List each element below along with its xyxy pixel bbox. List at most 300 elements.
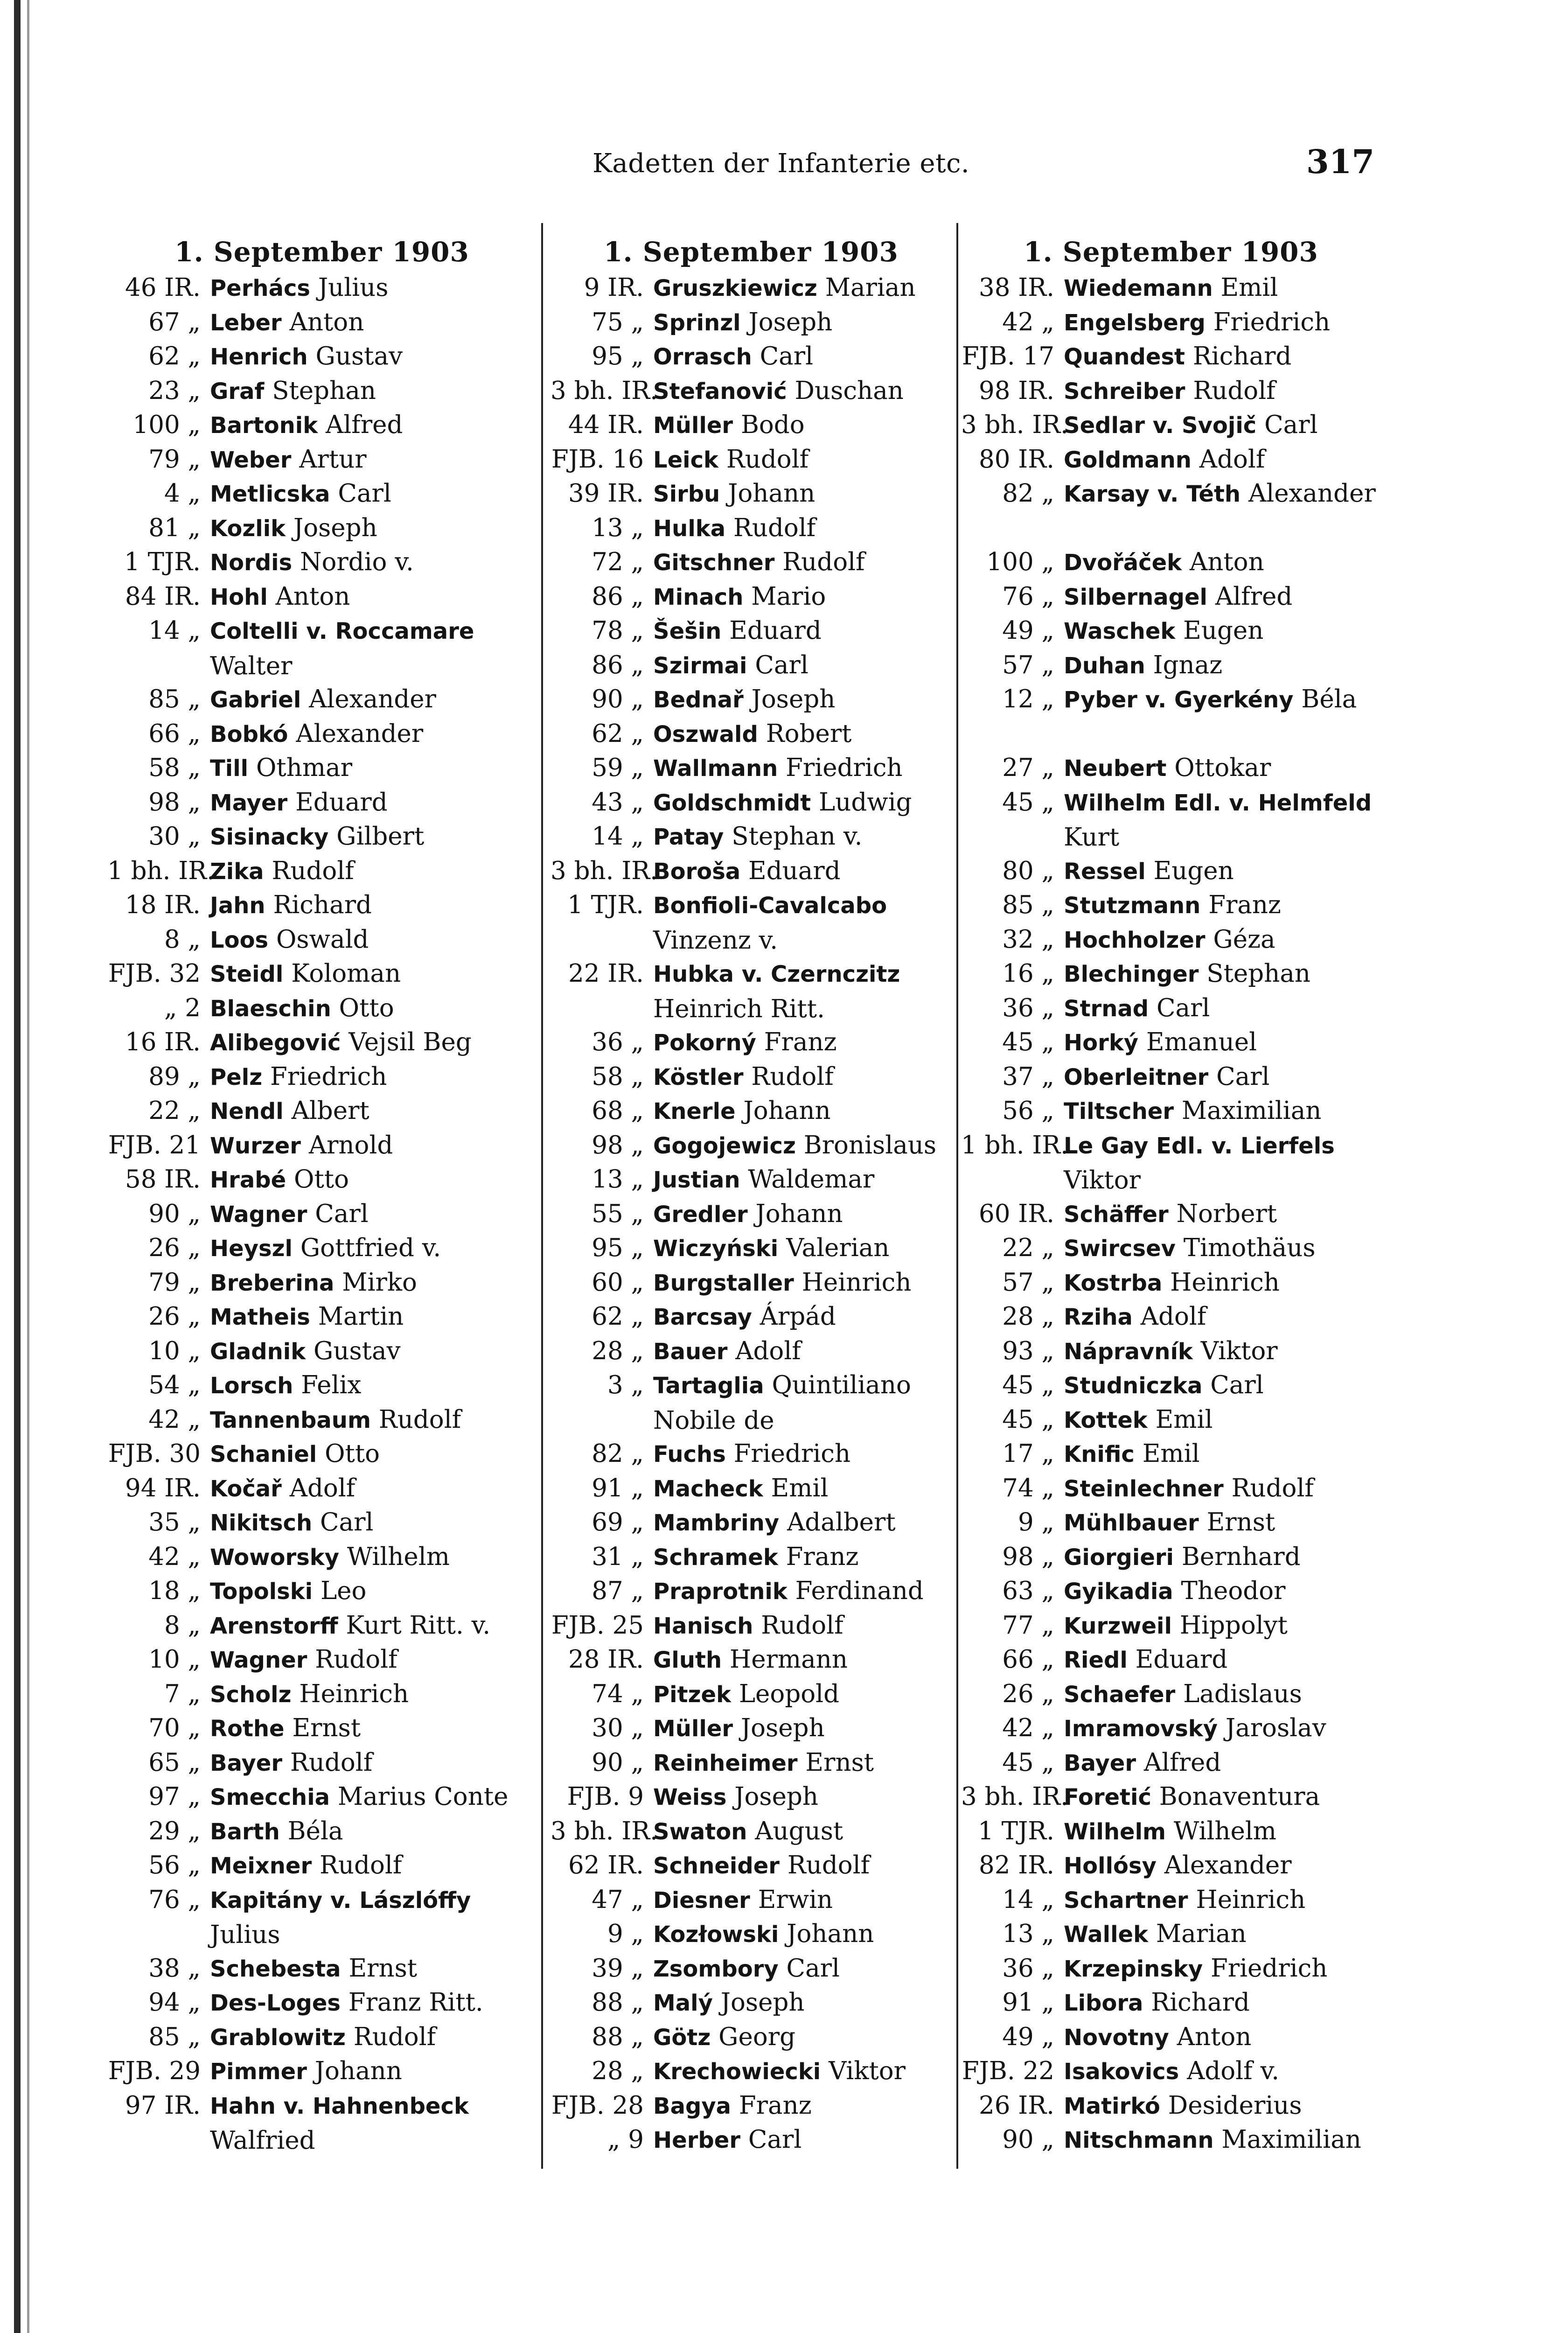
given-name: Wilhelm — [347, 1542, 450, 1571]
unit-reference: 46 IR. — [125, 273, 201, 302]
list-item — [961, 785, 1381, 854]
given-name: Julius — [318, 273, 389, 302]
cadet-name — [210, 1197, 537, 1232]
unit-reference: 32 „ — [1002, 925, 1054, 954]
unit-reference: 3 bh. IR. — [551, 376, 658, 405]
surname: Bayer — [210, 1750, 283, 1776]
list-item — [961, 271, 1381, 305]
cadet-name — [210, 991, 537, 1027]
list-item — [551, 580, 952, 614]
cadet-name — [1064, 1574, 1381, 1609]
surname: Knerle — [653, 1098, 736, 1125]
cadet-name — [1064, 1677, 1381, 1712]
list-item — [961, 922, 1381, 957]
given-name: Anton — [1177, 2022, 1252, 2051]
cadet-name — [653, 2020, 952, 2055]
given-name: Alexander — [309, 685, 436, 713]
unit-reference: 38 IR. — [979, 273, 1054, 302]
cadet-name — [210, 1162, 537, 1198]
surname: Götz — [653, 2024, 711, 2051]
given-name: Anton — [1189, 548, 1264, 576]
cadet-name — [210, 1471, 537, 1507]
given-name: Bodo — [740, 411, 805, 439]
surname: Duhan — [1064, 652, 1145, 679]
list-item — [107, 751, 537, 785]
given-name: Georg — [718, 2022, 795, 2051]
given-name: Gilbert — [336, 822, 425, 851]
unit-reference: FJB. 21 — [108, 1131, 201, 1160]
cadet-name — [653, 682, 952, 718]
surname: Des-Loges — [210, 1990, 341, 2016]
unit-reference: 72 „ — [592, 548, 644, 576]
surname: Till — [210, 755, 249, 782]
given-name: Friedrich — [733, 1439, 851, 1468]
unit-reference: 18 „ — [148, 1577, 201, 1605]
list-item — [551, 1814, 952, 1849]
surname: Hubka v. Czernczitz — [653, 961, 900, 987]
cadet-name — [210, 751, 537, 786]
list-item — [961, 545, 1381, 580]
unit-reference: 90 „ — [148, 1199, 201, 1228]
unit-reference: 4 „ — [164, 479, 201, 508]
list-item — [961, 1985, 1381, 2020]
unit-reference: 57 „ — [1002, 1268, 1054, 1297]
surname: Minach — [653, 584, 744, 610]
unit-reference: 87 „ — [592, 1577, 644, 1605]
list-item — [551, 751, 952, 785]
unit-reference: 77 „ — [1002, 1611, 1054, 1640]
cadet-name — [653, 476, 952, 512]
given-name: Hippolyt — [1179, 1611, 1288, 1640]
cadet-name — [1064, 374, 1381, 409]
cadet-name — [210, 1128, 537, 1164]
list-item — [961, 1368, 1381, 1403]
surname: Coltelli v. Roccamare — [210, 618, 474, 644]
list-item — [107, 374, 537, 408]
list-item — [107, 957, 537, 991]
surname: Wiedemann — [1064, 275, 1213, 301]
unit-reference: 79 „ — [148, 1268, 201, 1297]
cadet-name — [210, 1677, 537, 1712]
list-item — [107, 785, 537, 820]
cadet-name — [1064, 476, 1381, 512]
unit-reference: 1 bh. IR. — [107, 856, 215, 885]
surname: Steinlechner — [1064, 1475, 1224, 1502]
cadet-name — [210, 476, 537, 512]
given-name: Johann — [314, 2057, 402, 2085]
given-name: Béla — [1301, 685, 1357, 713]
list-item — [551, 2123, 952, 2157]
cadet-name — [653, 339, 952, 375]
list-item — [551, 1437, 952, 1471]
unit-reference: 31 „ — [592, 1542, 644, 1571]
surname: Gitschner — [653, 550, 775, 576]
list-item — [551, 1094, 952, 1128]
unit-reference: 22 IR. — [568, 959, 644, 988]
cadet-name — [653, 1608, 952, 1644]
list-item — [551, 1471, 952, 1506]
unit-reference: 45 „ — [1002, 1405, 1054, 1434]
given-name: Otto — [294, 1165, 349, 1194]
surname: Giorgieri — [1064, 1544, 1174, 1571]
list-item — [961, 1848, 1381, 1883]
cadet-name — [210, 1642, 537, 1678]
list-item — [551, 545, 952, 580]
list-item — [961, 1197, 1381, 1231]
list-item — [961, 1505, 1381, 1540]
given-name: Ludwig — [819, 788, 912, 817]
cadet-name — [653, 1231, 952, 1266]
list-item — [551, 1334, 952, 1369]
unit-reference: 1 TJR. — [978, 1816, 1054, 1845]
given-name: Alexander — [296, 719, 424, 748]
cadet-name — [1064, 1985, 1381, 2021]
cadet-name — [653, 1437, 952, 1472]
cadet-name — [1064, 1128, 1381, 1198]
surname: Macheck — [653, 1475, 763, 1502]
given-name: Jaroslav — [1225, 1714, 1326, 1742]
unit-reference: 100 „ — [132, 411, 201, 439]
list-item — [107, 2020, 537, 2054]
surname: Barth — [210, 1818, 280, 1845]
given-name: Ladislaus — [1183, 1679, 1302, 1708]
list-item — [961, 442, 1381, 477]
unit-reference: FJB. 29 — [108, 2057, 201, 2085]
surname: Foretić — [1064, 1784, 1151, 1810]
surname: Wiczyński — [653, 1236, 779, 1262]
unit-reference: 85 „ — [148, 2022, 201, 2051]
unit-reference: FJB. 9 — [567, 1782, 644, 1811]
surname: Müller — [653, 1716, 733, 1742]
surname: Bednař — [653, 687, 744, 713]
cadet-name — [653, 1540, 952, 1575]
list-item — [551, 1746, 952, 1780]
surname: Stefanović — [653, 378, 787, 405]
cadet-name — [653, 1917, 952, 1952]
cadet-name — [210, 2089, 537, 2158]
surname: Leber — [210, 309, 282, 336]
cadet-name — [210, 614, 537, 683]
surname: Loos — [210, 927, 269, 953]
cadet-name — [210, 374, 537, 409]
given-name: Heinrich Ritt. — [653, 994, 825, 1023]
page-number: 317 — [1306, 142, 1375, 181]
list-item — [961, 1128, 1381, 1197]
list-item — [107, 545, 537, 580]
given-name: Rudolf — [1193, 376, 1275, 405]
cadet-name — [1064, 1780, 1381, 1815]
given-name: Richard — [273, 891, 372, 919]
cadet-name — [1064, 1505, 1381, 1541]
list-item — [551, 1128, 952, 1163]
surname: Neubert — [1064, 755, 1167, 782]
cadet-name — [1064, 682, 1381, 718]
list-item — [961, 1780, 1381, 1814]
cadet-name — [1064, 854, 1381, 889]
list-item — [961, 1094, 1381, 1128]
list-item — [961, 648, 1381, 683]
surname: Wallek — [1064, 1921, 1149, 1948]
surname: Rothe — [210, 1716, 285, 1742]
surname: Jahn — [210, 893, 265, 919]
cadet-name — [653, 511, 952, 546]
given-name: Bernhard — [1181, 1542, 1301, 1571]
surname: Schaefer — [1064, 1681, 1176, 1708]
surname: Schaniel — [210, 1441, 317, 1467]
surname: Gogojewicz — [653, 1132, 796, 1159]
unit-reference: 66 „ — [148, 719, 201, 748]
surname: Pyber v. Gyerkény — [1064, 687, 1294, 713]
surname: Schartner — [1064, 1887, 1188, 1914]
surname: Matheis — [210, 1304, 310, 1330]
unit-reference: 43 „ — [592, 788, 644, 817]
unit-reference: 9 „ — [1017, 1508, 1054, 1537]
list-item — [107, 408, 537, 442]
cadet-name — [1064, 1094, 1381, 1129]
cadet-name — [653, 1711, 952, 1746]
surname: Heyszl — [210, 1236, 293, 1262]
given-name: Franz — [786, 1542, 859, 1571]
given-name: Joseph — [293, 513, 377, 542]
given-name: Othmar — [256, 754, 353, 782]
page-binding-shadow — [27, 0, 29, 2333]
given-name: Franz Ritt. — [348, 1988, 483, 2017]
unit-reference: 44 IR. — [568, 411, 644, 439]
cadet-name — [1064, 1540, 1381, 1575]
list-item — [551, 648, 952, 683]
surname: Schebesta — [210, 1956, 341, 1982]
cadet-name — [1064, 545, 1381, 580]
cadet-name — [210, 545, 537, 580]
cadet-name — [210, 1746, 537, 1781]
surname: Hochholzer — [1064, 927, 1206, 953]
list-item — [961, 1025, 1381, 1060]
unit-reference: 86 „ — [592, 650, 644, 679]
surname: Zsombory — [653, 1956, 779, 1982]
cadet-name — [210, 1780, 537, 1815]
surname: Tartaglia — [653, 1373, 764, 1399]
given-name: Nordio v. — [300, 548, 414, 576]
list-item — [107, 1746, 537, 1780]
column-heading: 1. September 1903 — [1024, 236, 1318, 268]
list-item — [551, 1780, 952, 1814]
unit-reference: 62 „ — [592, 719, 644, 748]
surname: Novotny — [1064, 2024, 1169, 2051]
list-item — [551, 511, 952, 545]
surname: Bobkó — [210, 721, 288, 747]
given-name: Felix — [301, 1371, 362, 1399]
cadet-name — [210, 1951, 537, 1987]
surname: Studniczka — [1064, 1373, 1203, 1399]
cadet-name — [653, 1985, 952, 2021]
list-item — [551, 1985, 952, 2020]
given-name: Rudolf — [315, 1645, 397, 1674]
given-name: Marian — [1156, 1920, 1247, 1948]
unit-reference: 8 „ — [164, 925, 201, 954]
unit-reference: 90 „ — [1002, 2125, 1054, 2154]
unit-reference: 89 „ — [148, 1062, 201, 1091]
unit-reference: 26 „ — [1002, 1679, 1054, 1708]
unit-reference: 67 „ — [148, 307, 201, 336]
given-name: Eduard — [295, 788, 388, 817]
unit-reference: 28 IR. — [568, 1645, 644, 1674]
surname: Breberina — [210, 1270, 335, 1296]
given-name: Rudolf — [353, 2022, 436, 2051]
surname: Le Gay Edl. v. Lierfels — [1064, 1132, 1335, 1159]
cadet-name — [210, 1985, 537, 2021]
list-item — [107, 1883, 537, 1951]
given-name: Johann — [787, 1920, 874, 1948]
unit-reference: 16 „ — [1002, 959, 1054, 988]
unit-reference: 85 „ — [1002, 891, 1054, 919]
given-name: Joseph — [748, 307, 833, 336]
given-name: Kurt — [1064, 823, 1120, 852]
unit-reference: 70 „ — [148, 1714, 201, 1742]
surname: Wagner — [210, 1647, 307, 1673]
cadet-name — [653, 1094, 952, 1129]
given-name: Albert — [291, 1097, 369, 1125]
surname: Barcsay — [653, 1304, 752, 1330]
given-name: Alfred — [325, 411, 403, 439]
surname: Kapitány v. Lászlóffy — [210, 1887, 471, 1914]
surname: Hulka — [653, 515, 726, 542]
unit-reference: 3 bh. IR. — [551, 1816, 658, 1845]
given-name: Walfried — [210, 2126, 315, 2155]
surname: Goldschmidt — [653, 789, 811, 816]
unit-reference: 88 „ — [592, 1988, 644, 2017]
surname: Gladnik — [210, 1338, 306, 1365]
unit-reference: 91 „ — [592, 1474, 644, 1502]
cadet-name — [1064, 1060, 1381, 1095]
unit-reference: 62 „ — [148, 342, 201, 370]
unit-reference: 58 IR. — [125, 1165, 201, 1194]
surname: Bartonik — [210, 412, 318, 439]
unit-reference: 13 „ — [1002, 1920, 1054, 1948]
unit-reference: 58 „ — [148, 754, 201, 782]
surname: Lorsch — [210, 1373, 293, 1399]
list-item — [107, 1951, 537, 1986]
unit-reference: 45 „ — [1002, 1028, 1054, 1056]
cadet-name — [1064, 1231, 1381, 1266]
cadet-name — [1064, 339, 1381, 375]
given-name: Theodor — [1181, 1577, 1286, 1605]
unit-reference: 60 „ — [592, 1268, 644, 1297]
unit-reference: 95 „ — [592, 1234, 644, 1262]
given-name: Maximilian — [1221, 2125, 1361, 2154]
list-item — [551, 1368, 952, 1437]
given-name: Adalbert — [787, 1508, 896, 1537]
given-name: Franz — [1208, 891, 1281, 919]
unit-reference: 10 „ — [148, 1336, 201, 1365]
given-name: Richard — [1151, 1988, 1250, 2017]
cadet-name — [1064, 922, 1381, 958]
surname: Scholz — [210, 1681, 292, 1708]
cadet-name — [653, 1814, 952, 1850]
page-binding-edge — [14, 0, 21, 2333]
given-name: Gustav — [314, 1336, 401, 1365]
unit-reference: 1 bh. IR. — [961, 1131, 1069, 1160]
list-item — [107, 991, 537, 1026]
surname: Wilhelm Edl. v. Helmfeld — [1064, 789, 1372, 816]
given-name: Stephan — [272, 376, 376, 405]
given-name: Carl — [755, 650, 808, 679]
surname: Sprinzl — [653, 309, 741, 336]
list-item — [551, 1711, 952, 1746]
surname: Topolski — [210, 1579, 313, 1605]
surname: Dvořáček — [1064, 550, 1182, 576]
list-item — [961, 1471, 1381, 1506]
cadet-name — [210, 1334, 537, 1369]
surname: Arenstorff — [210, 1613, 338, 1639]
given-name: Ernst — [805, 1748, 874, 1777]
cadet-name — [653, 1162, 952, 1198]
surname: Waschek — [1064, 618, 1176, 644]
list-item — [551, 1608, 952, 1643]
surname: Schneider — [653, 1853, 780, 1879]
cadet-name — [653, 1025, 952, 1061]
surname: Nitschmann — [1064, 2127, 1214, 2153]
given-name: Quintiliano Nobile de — [653, 1371, 911, 1435]
given-name: Géza — [1213, 925, 1275, 954]
list-item — [961, 1299, 1381, 1334]
list-item — [107, 1642, 537, 1677]
unit-reference: 1 TJR. — [124, 548, 201, 576]
cadet-name — [1064, 991, 1381, 1027]
given-name: Duschan — [794, 376, 904, 405]
list-item — [551, 1197, 952, 1231]
given-name: Rudolf — [1231, 1474, 1314, 1502]
given-name: Otto — [339, 993, 394, 1022]
unit-reference: 36 „ — [1002, 993, 1054, 1022]
given-name: Friedrich — [1213, 307, 1331, 336]
column-heading: 1. September 1903 — [174, 236, 469, 268]
given-name: Wilhelm — [1173, 1816, 1277, 1845]
unit-reference: 47 „ — [592, 1885, 644, 1914]
given-name: Carl — [315, 1199, 369, 1228]
list-item — [961, 1746, 1381, 1780]
list-item — [961, 1060, 1381, 1094]
surname: Sirbu — [653, 481, 720, 507]
surname: Horký — [1064, 1030, 1139, 1056]
cadet-name — [653, 271, 952, 306]
cadet-name — [653, 2054, 952, 2089]
surname: Kurzweil — [1064, 1613, 1172, 1639]
given-name: Gustav — [315, 342, 403, 370]
cadet-name — [210, 957, 537, 992]
list-item — [107, 1162, 537, 1197]
surname: Meixner — [210, 1853, 312, 1879]
cadet-name — [653, 545, 952, 580]
given-name: Béla — [287, 1816, 343, 1845]
given-name: Viktor — [829, 2057, 906, 2085]
list-item — [961, 854, 1381, 888]
given-name: Ignaz — [1153, 650, 1223, 679]
cadet-name — [653, 888, 952, 957]
surname: Nendl — [210, 1098, 284, 1125]
surname: Kočař — [210, 1475, 282, 1502]
unit-reference: 90 „ — [592, 1748, 644, 1777]
given-name: Vejsil Beg — [348, 1028, 472, 1056]
cadet-name — [653, 1128, 952, 1164]
list-item — [551, 1231, 952, 1265]
cadet-name — [653, 1951, 952, 1987]
cadet-name — [210, 1814, 537, 1850]
given-name: Eugen — [1183, 616, 1264, 645]
given-name: Artur — [299, 445, 367, 474]
cadet-name — [210, 1848, 537, 1884]
surname: Pelz — [210, 1064, 263, 1090]
surname: Burgstaller — [653, 1270, 794, 1296]
